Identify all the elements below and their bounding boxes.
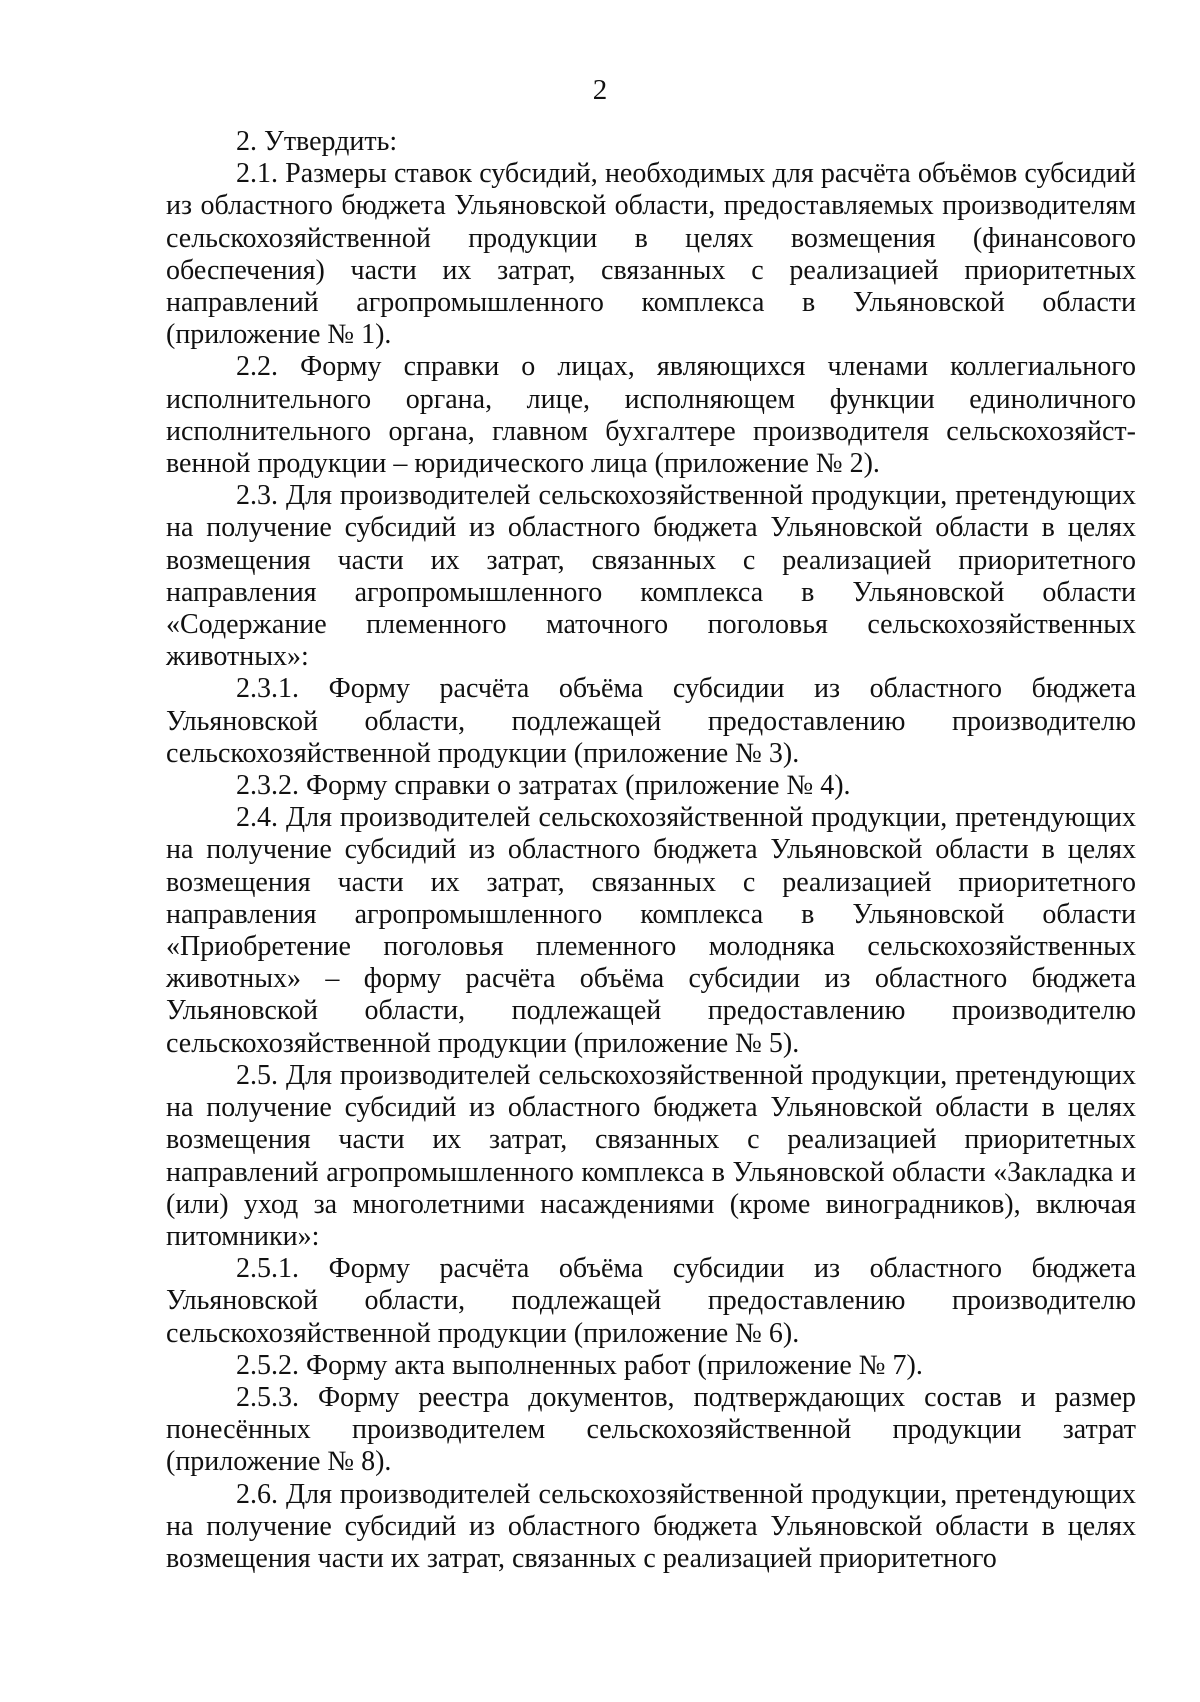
paragraph-2-4: 2.4. Для производителей сельскохозяйственной продукции, претендующих на получение субсидий из областного бюджета Ульяновской области в целях возмещения части их затрат, связанных с реализацией приоритетного направления агропромышленного комплекса в Ульяновской области «Приобретение поголовья племенного молодняка сельскохозяйственных животных» – форму расчёта объёма субсидии из областного бюджета Ульяновской области, подлежащей предоставлению производителю сельскохозяйственной продукции (приложение № 5). (166, 802, 1136, 1059)
paragraph-2-1: 2.1. Размеры ставок субсидий, необходимых для расчёта объёмов субсидий из областного бюджета Ульяновской области, предоставляемых производителям сельскохозяйственной продукции в целях возмещения (финансового обеспечения) части их затрат, связанных с реализацией приоритетных направлений агропромышленного комплекса в Ульяновской области (приложение № 1). (166, 158, 1136, 351)
page-number: 2 (592, 74, 608, 106)
paragraph-2-3-1: 2.3.1. Форму расчёта объёма субсидии из областного бюджета Ульяновской области, подлежащей предоставлению производителю сельскохозяйственной продукции (приложение № 3). (166, 673, 1136, 769)
paragraph-2-2: 2.2. Форму справки о лицах, являющихся членами коллегиального исполнительного органа, лице, исполняющем функции единоличного исполнительного органа, главном бухгалтере производителя сельскохозяйственной продукции – юридического лица (приложение № 2). (166, 351, 1136, 480)
document-body (166, 126, 1136, 1575)
paragraph-2-3: 2.3. Для производителей сельскохозяйственной продукции, претендующих на получение субсидий из областного бюджета Ульяновской области в целях возмещения части их затрат, связанных с реализацией приоритетного направления агропромышленного комплекса в Ульяновской области «Содержание племенного маточного поголовья сельскохозяйственных животных»: (166, 480, 1136, 673)
paragraph-2-6: 2.6. Для производителей сельскохозяйственной продукции, претендующих на получение субсидий из областного бюджета Ульяновской области в целях возмещения части их затрат, связанных с реализацией приоритетного (166, 1478, 1136, 1574)
paragraph-2-5-2: 2.5.2. Форму акта выполненных работ (приложение № 7). (236, 1349, 923, 1381)
paragraph-2-3-2: 2.3.2. Форму справки о затратах (приложение № 4). (236, 770, 851, 802)
paragraph-approve: 2. Утвердить: (236, 126, 398, 157)
paragraph-2-5-3: 2.5.3. Форму реестра документов, подтверждающих состав и размер понесённых производителем сельскохозяйственной продукции затрат (приложение № 8). (166, 1381, 1136, 1478)
paragraph-2-5-1: 2.5.1. Форму расчёта объёма субсидии из областного бюджета Ульяновской области, подлежащей предоставлению производителю сельскохозяйственной продукции (приложение № 6). (166, 1253, 1136, 1349)
paragraph-2-5: 2.5. Для производителей сельскохозяйственной продукции, претендующих на получение субсидий из областного бюджета Ульяновской области в целях возмещения части их затрат, связанных с реализацией приоритетных направлений агропромышленного комплекса в Ульяновской области «Закладка и (или) уход за многолетними насаждениями (кроме виноградников), включая питомники»: (166, 1059, 1136, 1252)
